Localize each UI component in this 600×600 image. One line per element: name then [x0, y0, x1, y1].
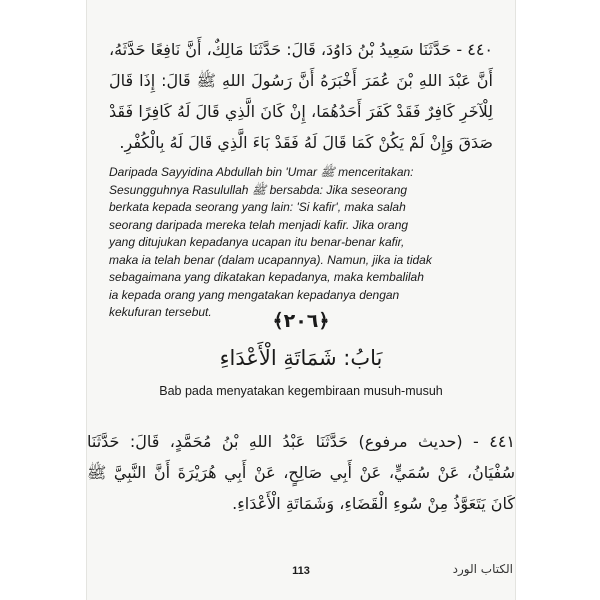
arabic-line: ٤٤٠ - حَدَّثَنَا سَعِيدُ بْنُ دَاوُدَ، قَالَ: حَدَّثَنَا مَالِكٌ، أَنَّ نَافِعًا حَدَّثَهُ،: [109, 40, 493, 59]
chapter-title: بَابُ: شَمَاتَةِ الْأَعْدَاءِ: [219, 346, 383, 370]
hadith-441-arabic: [87, 426, 515, 519]
hadith-440-translation: [109, 164, 493, 322]
chapter-heading: [87, 310, 515, 398]
hadith-441-section: [87, 426, 515, 519]
arabic-line: أَنَّ عَبْدَ اللهِ بْنَ عُمَرَ أَخْبَرَهُ أَنَّ رَسُولَ اللهِ ﷺ قَالَ: إِذَا قَالَ لِلْآخَرِ: [109, 71, 493, 121]
page-number: 113: [292, 565, 310, 577]
translation-line: Daripada Sayyidina Abdullah bin 'Umar ﷺ menceritakan:: [109, 165, 414, 179]
arabic-line: سُفْيَانُ، عَنْ سُمَيٍّ، عَنْ أَبِي صَالِحٍ، عَنْ أَبِي هُرَيْرَةَ أَنَّ النَّبِيَّ ﷺ كَانَ: [87, 463, 515, 513]
translation-line: berkata kepada seorang yang lain: 'Si kafir', maka salah: [109, 200, 406, 214]
hadith-440-arabic: [109, 34, 493, 158]
translation-line: yang ditujukan kepadanya ucapan itu benar-benar kafir,: [109, 235, 405, 249]
arabic-line: ٤٤١ - (حديث مرفوع) حَدَّثَنَا عَبْدُ اللهِ بْنُ مُحَمَّدٍ، قَالَ: حَدَّثَنَا: [87, 432, 515, 451]
arabic-line: لَمْ يَكُنْ كَمَا قَالَ لَهُ فَقَدْ بَاءَ الَّذِي قَالَ لَهُ بِالْكُفْرِ.: [119, 133, 425, 152]
translation-line: seorang daripada mereka telah menjadi kafir. Jika orang: [109, 217, 409, 232]
translation-line: kekufuran tersebut.: [109, 305, 212, 319]
arabic-line: يَتَعَوَّذُ مِنْ سُوءِ الْقَضَاءِ، وَشَمَاتَةِ الْأَعْدَاءِ.: [232, 494, 486, 513]
page-footer: [87, 562, 515, 582]
book-page: [86, 0, 516, 600]
chapter-subtitle: Bab pada menyatakan kegembiraan musuh-musuh: [159, 384, 443, 398]
arabic-line: كَافِرٌ فَقَدْ كَفَرَ أَحَدُهُمَا، إِنْ كَانَ الَّذِي قَالَ لَهُ كَافِرًا فَقَدْ صَدَقَ وَإِنْ: [109, 102, 493, 152]
publisher-logo: الكتاب الورد: [452, 562, 513, 576]
translation-line: Sesungguhnya Rasulullah ﷺ bersabda: Jika seseorang: [109, 182, 408, 197]
chapter-number: ﴿٢٠٦﴾: [272, 310, 330, 332]
translation-line: sebagaimana yang dikatakan kepadanya, maka kembalilah: [109, 270, 424, 284]
translation-line: maka ia telah benar (dalam ucapannya). Namun, jika ia tidak: [109, 252, 432, 267]
hadith-440-section: [109, 34, 493, 322]
translation-line: ia kepada orang yang mengatakan kepadanya dengan: [109, 287, 400, 302]
